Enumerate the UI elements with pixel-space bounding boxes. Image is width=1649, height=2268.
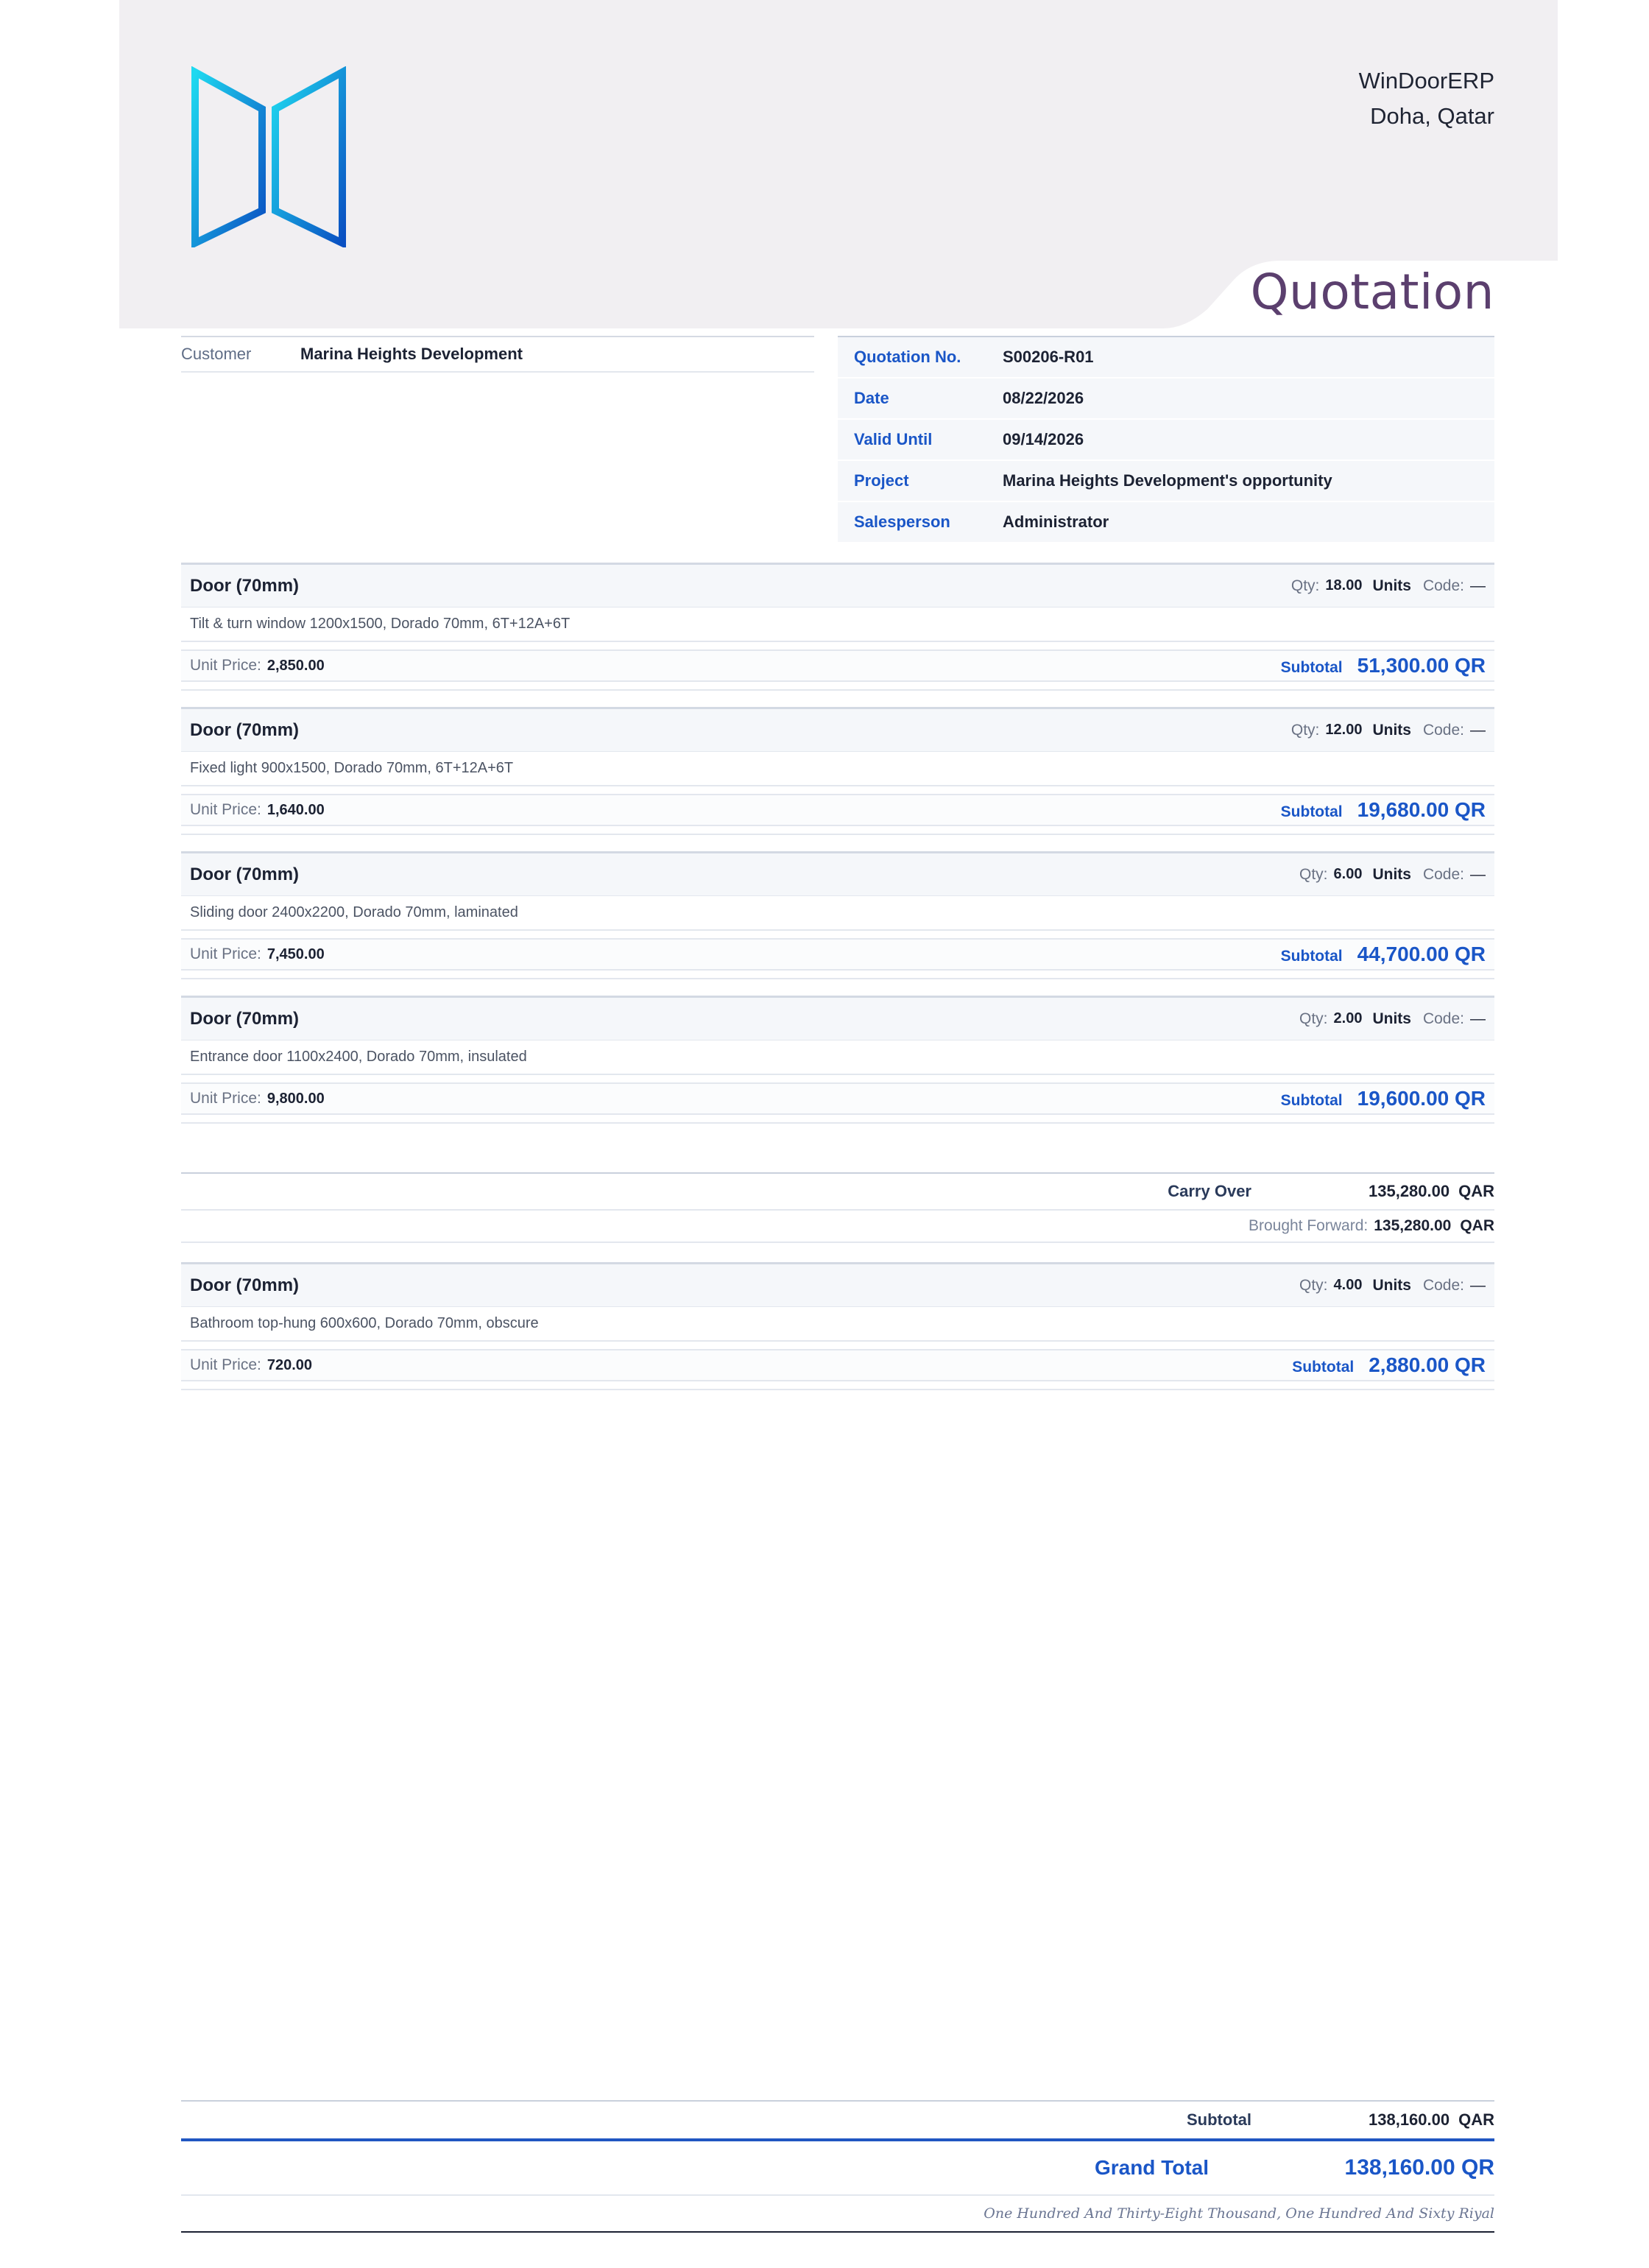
customer-value: Marina Heights Development: [300, 345, 523, 363]
info-value: Administrator: [1003, 513, 1109, 531]
line-item-header: [181, 851, 1494, 895]
totals-block: [181, 2100, 1494, 2233]
totals-subtotal-row: [181, 2100, 1494, 2138]
item-code: —: [1470, 1010, 1486, 1027]
line-item-header: [181, 563, 1494, 607]
unit-price-value: 7,450.00: [266, 946, 325, 962]
qty-label: Qty:: [1299, 1276, 1328, 1294]
line-item-price-row: [181, 1082, 1494, 1115]
item-subtotal: [1281, 798, 1486, 822]
unit-price-value: 720.00: [266, 1357, 313, 1373]
carry-over-value: [1251, 1182, 1494, 1201]
item-subtotal: [1281, 943, 1486, 966]
item-meta: [1291, 722, 1486, 739]
brought-forward-amount: 135,280.00: [1374, 1217, 1452, 1234]
item-description: Fixed light 900x1500, Dorado 70mm, 6T+12A+6T: [181, 751, 1494, 786]
line-item-header: [181, 996, 1494, 1040]
code-label: Code:: [1422, 577, 1464, 594]
info-label: Salesperson: [854, 513, 950, 531]
line-item-divider: [181, 682, 1494, 691]
unit-price-value: 9,800.00: [266, 1091, 325, 1107]
info-label: Valid Until: [854, 430, 933, 448]
code-label: Code:: [1422, 1276, 1464, 1294]
item-name: Door (70mm): [190, 1275, 300, 1295]
carry-over-label: Carry Over: [1168, 1182, 1251, 1200]
unit-price-value: 2,850.00: [266, 658, 325, 674]
unit-price-label: Unit Price:: [190, 1090, 261, 1107]
info-value: 08/22/2026: [1003, 389, 1084, 407]
item-subtotal: [1292, 1353, 1486, 1377]
window-door-logo-icon: [190, 66, 347, 247]
item-code: —: [1470, 865, 1486, 883]
item-name: Door (70mm): [190, 719, 300, 740]
item-name: Door (70mm): [190, 575, 300, 596]
units-label: Units: [1372, 865, 1411, 883]
code-label: Code:: [1422, 721, 1464, 739]
subtotal-value: 51,300.00 QR: [1357, 654, 1486, 677]
brought-forward-currency: QAR: [1460, 1217, 1494, 1234]
customer-label: Customer: [181, 345, 252, 363]
info-value: 09/14/2026: [1003, 430, 1084, 448]
info-label: Project: [854, 471, 909, 490]
unit-price-label: Unit Price:: [190, 657, 261, 674]
item-subtotal: [1281, 654, 1486, 677]
unit-price: [190, 1356, 312, 1374]
unit-price: [190, 657, 325, 675]
item-qty: 18.00: [1325, 577, 1363, 594]
subtotal-value: 44,700.00 QR: [1357, 943, 1486, 965]
item-qty: 12.00: [1325, 722, 1363, 738]
units-label: Units: [1372, 721, 1411, 739]
carry-over-currency: QAR: [1458, 1182, 1494, 1200]
item-description: Tilt & turn window 1200x1500, Dorado 70mm, 6T+12A+6T: [181, 607, 1494, 642]
company-info: [1359, 63, 1494, 134]
company-city: Doha, Qatar: [1370, 103, 1494, 129]
unit-price: [190, 801, 325, 819]
qty-label: Qty:: [1299, 1010, 1328, 1027]
info-row-valid-until: [838, 420, 1494, 461]
item-description: Entrance door 1100x2400, Dorado 70mm, insulated: [181, 1040, 1494, 1075]
item-description: Bathroom top-hung 600x600, Dorado 70mm, obscure: [181, 1306, 1494, 1342]
item-code: —: [1470, 721, 1486, 739]
item-meta: [1299, 1010, 1486, 1028]
subtotal-value: 19,680.00 QR: [1357, 798, 1486, 821]
units-label: Units: [1372, 1010, 1411, 1027]
item-code: —: [1470, 577, 1486, 594]
line-item-divider: [181, 826, 1494, 835]
subtotal-label: Subtotal: [1280, 659, 1343, 676]
line-item: [181, 1262, 1494, 1390]
code-label: Code:: [1422, 865, 1464, 883]
info-label: Quotation No.: [854, 348, 961, 366]
code-label: Code:: [1422, 1010, 1464, 1027]
subtotal-label: Subtotal: [1280, 803, 1343, 820]
item-qty: 6.00: [1333, 866, 1363, 882]
line-item-divider: [181, 1381, 1494, 1390]
totals-subtotal-label: Subtotal: [1187, 2110, 1251, 2129]
item-meta: [1299, 866, 1486, 884]
totals-subtotal-value: [1251, 2110, 1494, 2130]
unit-price-label: Unit Price:: [190, 801, 261, 818]
grand-total-row: [181, 2138, 1494, 2196]
line-item-price-row: [181, 938, 1494, 971]
subtotal-value: 2,880.00 QR: [1369, 1353, 1486, 1376]
info-row-salesperson: [838, 502, 1494, 543]
document-title: Quotation: [1250, 264, 1494, 320]
info-row-project: [838, 461, 1494, 502]
carry-over-row: [181, 1172, 1494, 1211]
qty-label: Qty:: [1299, 865, 1328, 883]
item-qty: 4.00: [1333, 1277, 1363, 1293]
line-item: [181, 996, 1494, 1124]
subtotal-label: Subtotal: [1280, 1092, 1343, 1109]
subtotal-value: 19,600.00 QR: [1357, 1087, 1486, 1110]
quotation-info-table: [838, 336, 1494, 543]
item-name: Door (70mm): [190, 1008, 300, 1029]
unit-price: [190, 1090, 325, 1107]
info-value: S00206-R01: [1003, 348, 1094, 366]
item-meta: [1299, 1277, 1486, 1295]
grand-total-value: 138,160.00 QR: [1344, 2155, 1494, 2180]
line-item-divider: [181, 1115, 1494, 1124]
item-meta: [1291, 577, 1486, 595]
carry-over-block: [181, 1172, 1494, 1243]
company-name: WinDoorERP: [1358, 68, 1494, 94]
unit-price-value: 1,640.00: [266, 802, 325, 818]
line-item: [181, 851, 1494, 979]
unit-price-label: Unit Price:: [190, 1356, 261, 1373]
unit-price-label: Unit Price:: [190, 945, 261, 962]
brought-forward-label: Brought Forward:: [1248, 1217, 1369, 1234]
info-row-date: [838, 378, 1494, 420]
info-row-quotation-no: [838, 337, 1494, 378]
brought-forward-row: [181, 1211, 1494, 1243]
line-item-header: [181, 707, 1494, 751]
totals-subtotal-amount: 138,160.00: [1369, 2110, 1450, 2129]
units-label: Units: [1372, 577, 1411, 594]
customer-row: [181, 336, 814, 373]
unit-price: [190, 945, 325, 963]
line-item: [181, 707, 1494, 835]
totals-currency: QAR: [1458, 2110, 1494, 2129]
item-code: —: [1470, 1276, 1486, 1294]
grand-total-label: Grand Total: [1094, 2156, 1209, 2179]
amount-in-words: One Hundred And Thirty-Eight Thousand, One Hundred And Sixty Riyal: [181, 2196, 1494, 2233]
item-description: Sliding door 2400x2200, Dorado 70mm, laminated: [181, 895, 1494, 931]
info-label: Date: [854, 389, 889, 407]
line-item-header: [181, 1262, 1494, 1306]
subtotal-label: Subtotal: [1292, 1359, 1355, 1376]
line-item-price-row: [181, 649, 1494, 682]
item-name: Door (70mm): [190, 864, 300, 884]
line-item-price-row: [181, 794, 1494, 826]
qty-label: Qty:: [1290, 577, 1320, 594]
line-item: [181, 563, 1494, 691]
item-subtotal: [1281, 1087, 1486, 1110]
subtotal-label: Subtotal: [1280, 948, 1343, 965]
info-value: Marina Heights Development's opportunity: [1003, 471, 1332, 490]
units-label: Units: [1372, 1276, 1411, 1294]
line-item-divider: [181, 971, 1494, 979]
item-qty: 2.00: [1333, 1010, 1363, 1026]
carry-over-amount: 135,280.00: [1369, 1182, 1450, 1200]
line-item-price-row: [181, 1349, 1494, 1381]
qty-label: Qty:: [1290, 721, 1320, 739]
